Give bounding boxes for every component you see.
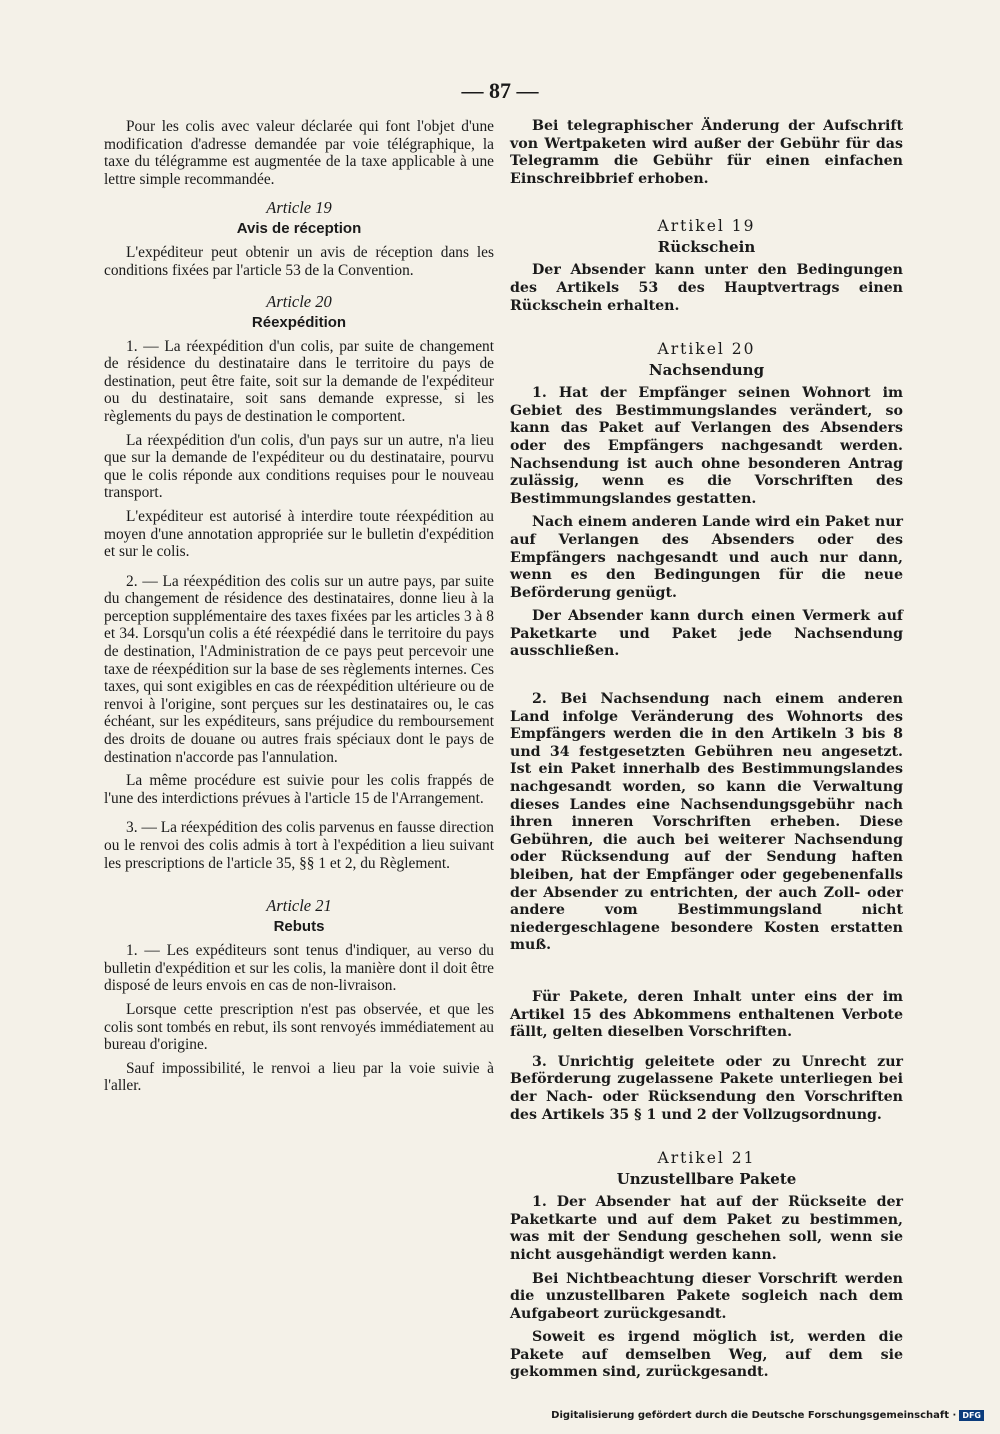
digitization-footer <box>551 1410 984 1421</box>
de-art20-p5: Für Pakete, deren Inhalt unter eins der im Artikel 15 des Abkommens enthaltenen Verbote fällt, gelten dieselben Vorschriften. <box>510 988 903 1041</box>
footer-text: Digitalisierung gefördert durch die Deutsche Forschungsgemeinschaft · <box>551 1410 957 1421</box>
de-art20-p4: 2. Bei Nachsendung nach einem anderen Land infolge Veränderung des Wohnorts des Empfängers werden die in den Artikeln 3 bis 8 und 34 festgesetzten Gebühren neu angesetzt. Ist ein Paket innerhalb des Bestimmungslandes nachgesandt worden, so kann die Verwaltung dieses Landes eine Nachsendungsgebühr nach ihren inneren Vorschriften erheben. Diese Gebühren, die auch bei weiterer Nachsendung oder Rücksendung auf der Sendung haften bleiben, hat der Empfänger oder gegebenenfalls der Absender zu entrichten, der auch Zoll- oder andere vom Bestimmungsland nicht niedergeschlagene besondere Kosten erstatten muß. <box>510 691 903 954</box>
de-article-20-number: Artikel 20 <box>657 340 756 359</box>
fr-article-20-title: Réexpédition <box>251 313 347 331</box>
fr-art20-p4: 2. — La réexpédition des colis sur un autre pays, par suite du changement de résidence des destinataires, donne lieu à la perception supplémentaire des taxes fixées par les articles 3 à 8 et 34. Lorsqu'un colis a été réexpédié dans le territoire du pays de destination, l'Administration de ce pays peut percevoir une taxe de réexpédition sur la base de ses règlements internes. Ces taxes, qui sont exigibles en cas de réexpédition ultérieure ou de renvoi à l'origine, sont perçues sur les destinataires ou, le cas échéant, sur les expéditeurs, sans préjudice du remboursement des droits de douane ou autres frais spéciaux dont le pays de destination n'accorde pas l'annulation. <box>104 572 494 766</box>
de-article-19-number: Artikel 19 <box>657 217 756 236</box>
fr-article-19-title: Avis de réception <box>236 220 362 238</box>
de-article-21-number: Artikel 21 <box>657 1149 756 1168</box>
page-number: — 87 — <box>461 78 539 103</box>
fr-article-19-number: Article 19 <box>266 198 332 218</box>
de-art20-p6: 3. Unrichtig geleitete oder zu Unrecht zur Beförderung zugelassene Pakete unterliegen bei der Nach- oder Rücksendung den Vorschriften des Artikels 35 § 1 und 2 der Vollzugsordnung. <box>510 1053 903 1123</box>
german-column <box>510 118 903 1388</box>
fr-intro-paragraph: Pour les colis avec valeur déclarée qui font l'objet d'une modification d'adresse demandée par voie télégraphique, la taxe du télégramme est augmentée de la taxe applicable à une lettre simple recommandée. <box>104 118 494 188</box>
fr-art20-p1: 1. — La réexpédition d'un colis, par suite de changement de résidence du destinataire dans le territoire du pays de destination, peut être faite, soit sur la demande de l'expéditeur ou du destinataire, soit sans demande expresse, si les règlements du pays de destination le comportent. <box>104 337 494 425</box>
fr-art20-p2: La réexpédition d'un colis, d'un pays sur un autre, n'a lieu que sur la demande de l'expéditeur ou du destinataire, pourvu que le colis réponde aux conditions requises pour le nouveau transport. <box>104 431 494 502</box>
de-article-21-title: Unzustellbare Pakete <box>616 1170 797 1189</box>
fr-art21-p3: Sauf impossibilité, le renvoi a lieu par la voie suivie à l'aller. <box>104 1059 494 1095</box>
french-column <box>104 118 494 1101</box>
dfg-logo: DFG <box>959 1410 984 1421</box>
fr-article-21-title: Rebuts <box>273 918 325 936</box>
de-art20-p3: Der Absender kann durch einen Vermerk auf Paketkarte und Paket jede Nachsendung ausschließen. <box>510 608 903 660</box>
de-art21-p2: Bei Nichtbeachtung dieser Vorschrift werden die unzustellbaren Pakete sogleich nach dem Aufgabeort zurückgesandt. <box>510 1270 903 1322</box>
fr-art21-p2: Lorsque cette prescription n'est pas observée, et que les colis sont tombés en rebut, ils sont renvoyés immédiatement au bureau d'origine. <box>104 1000 494 1054</box>
fr-art20-p5: La même procédure est suivie pour les colis frappés de l'une des interdictions prévues à l'article 15 de l'Arrangement. <box>104 772 494 807</box>
fr-article-20-number: Article 20 <box>266 291 332 311</box>
de-article-19-title: Rückschein <box>657 238 756 257</box>
fr-art19-p1: L'expéditeur peut obtenir un avis de réception dans les conditions fixées par l'article 53 de la Convention. <box>104 244 494 279</box>
de-art21-p3: Soweit es irgend möglich ist, werden die Pakete auf demselben Weg, auf dem sie gekommen sind, zurückgesandt. <box>510 1329 903 1381</box>
de-art20-p2: Nach einem anderen Lande wird ein Paket nur auf Verlangen des Absenders oder des Empfängers nachgesandt und auch nur dann, wenn es den Bedingungen für die neue Beförderung genügt. <box>510 514 903 601</box>
fr-art20-p3: L'expéditeur est autorisé à interdire toute réexpédition au moyen d'une annotation appropriée sur le bulletin d'expédition et sur le colis. <box>104 507 494 561</box>
fr-art21-p1: 1. — Les expéditeurs sont tenus d'indiquer, au verso du bulletin d'expédition et sur les colis, la manière dont il doit être disposé de leurs envois en cas de non-livraison. <box>104 942 494 995</box>
de-art21-p1: 1. Der Absender hat auf der Rückseite der Paketkarte und auf dem Paket zu bestimmen, was mit der Sendung geschehen soll, wenn sie nicht ausgehändigt werden kann. <box>510 1194 903 1263</box>
de-intro-paragraph: Bei telegraphischer Änderung der Aufschrift von Wertpaketen wird außer der Gebühr für das Telegramm die Gebühr für einen einfachen Einschreibbrief erhoben. <box>510 118 903 187</box>
fr-art20-p6: 3. — La réexpédition des colis parvenus en fausse direction ou le renvoi des colis admis à tort à l'expédition a lieu suivant les prescriptions de l'article 35, §§ 1 et 2, du Règlement. <box>104 819 494 872</box>
de-article-20-title: Nachsendung <box>648 361 765 380</box>
de-art20-p1: 1. Hat der Empfänger seinen Wohnort im Gebiet des Bestimmungslandes verändert, so kann das Paket auf Verlangen des Absenders oder des Empfängers nachgesandt werden. Nachsendung ist auch ohne besonderen Antrag zulässig, wenn es die Vorschriften des Bestimmungslandes gestatten. <box>510 385 903 507</box>
de-art19-p1: Der Absender kann unter den Bedingungen des Artikels 53 des Hauptvertrags einen Rückschein erhalten. <box>510 262 903 314</box>
fr-article-21-number: Article 21 <box>266 896 332 916</box>
